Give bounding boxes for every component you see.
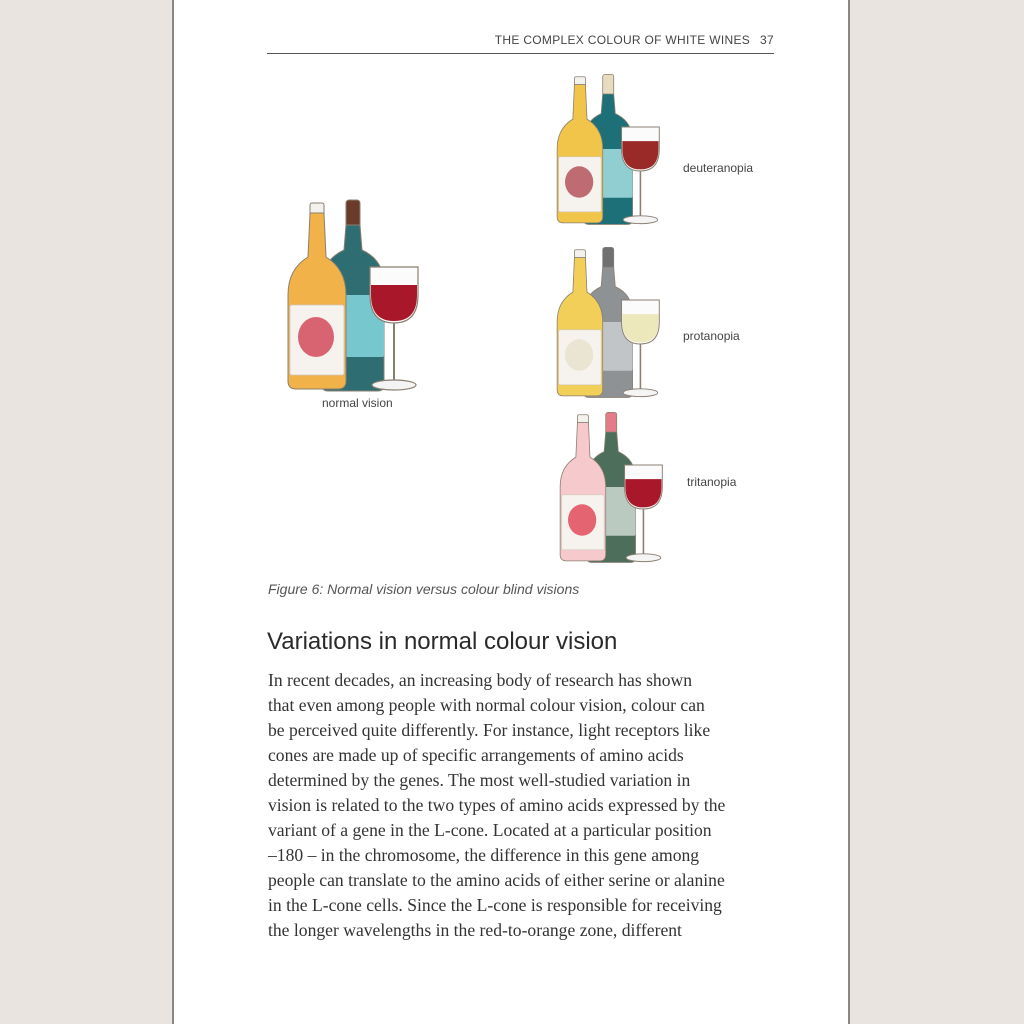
label-deuteranopia: deuteranopia bbox=[683, 161, 754, 175]
section-heading: Variations in normal colour vision bbox=[267, 628, 618, 655]
illustration-protanopia bbox=[554, 243, 664, 401]
page-number: 37 bbox=[760, 33, 774, 47]
body-line: people can translate to the amino acids of either serine or alanine bbox=[268, 870, 725, 890]
label-stain bbox=[298, 317, 334, 357]
illustration-normal-vision bbox=[284, 195, 424, 395]
body-line: cones are made up of specific arrangements of amino acids bbox=[268, 745, 684, 765]
wine-glass-foot bbox=[623, 389, 658, 397]
body-line: that even among people with normal colour vision, colour can bbox=[268, 695, 705, 715]
label-stain bbox=[565, 339, 593, 370]
wine-in-glass bbox=[625, 479, 661, 507]
label-normal-vision: normal vision bbox=[322, 396, 393, 410]
body-line: vision is related to the two types of amino acids expressed by the bbox=[268, 795, 726, 815]
body-line: be perceived quite differently. For instance, light receptors like bbox=[268, 720, 711, 740]
back-bottle-cap bbox=[606, 412, 617, 434]
illustration-tritanopia bbox=[557, 408, 667, 566]
wine-glass-foot bbox=[626, 554, 661, 562]
label-protanopia: protanopia bbox=[683, 329, 740, 343]
wine-in-glass bbox=[371, 285, 417, 321]
label-tritanopia: tritanopia bbox=[687, 475, 737, 489]
figure-caption: Figure 6: Normal vision versus colour blind visions bbox=[268, 581, 580, 597]
wine-in-glass bbox=[622, 141, 658, 169]
book-page bbox=[172, 0, 850, 1024]
body-line: determined by the genes. The most well-studied variation in bbox=[268, 770, 691, 790]
wine-glass-foot bbox=[372, 380, 416, 390]
body-line: variant of a gene in the L-cone. Located at a particular position bbox=[268, 820, 712, 840]
wine-glass-foot bbox=[623, 216, 658, 224]
back-bottle-cap bbox=[346, 200, 360, 228]
label-stain bbox=[565, 166, 593, 197]
illustration-deuteranopia bbox=[554, 70, 664, 228]
running-head bbox=[267, 33, 774, 54]
body-line: in the L-cone cells. Since the L-cone is responsible for receiving bbox=[268, 895, 722, 915]
back-bottle-cap bbox=[603, 74, 614, 96]
body-paragraph bbox=[268, 668, 768, 943]
body-line: In recent decades, an increasing body of research has shown bbox=[268, 670, 693, 690]
body-line: –180 – in the chromosome, the difference in this gene among bbox=[268, 845, 700, 865]
wine-in-glass bbox=[622, 314, 658, 342]
label-stain bbox=[568, 504, 596, 535]
running-head-title: THE COMPLEX COLOUR OF WHITE WINES bbox=[494, 33, 751, 47]
back-bottle-cap bbox=[603, 247, 614, 269]
body-line: the longer wavelengths in the red-to-orange zone, different bbox=[268, 920, 682, 940]
